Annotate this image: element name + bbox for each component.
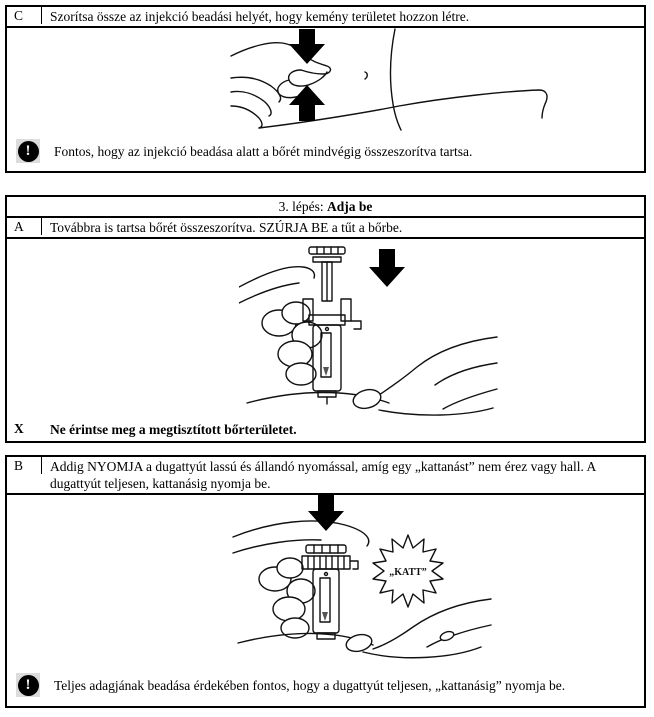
step-c-warning-row bbox=[7, 131, 644, 171]
step-b-illustration-row bbox=[7, 495, 644, 664]
step-3-title-row bbox=[7, 197, 644, 218]
click-sound-label: „KATT” bbox=[389, 567, 427, 578]
exclamation-icon: ! bbox=[18, 675, 39, 696]
step-c-illustration-row bbox=[7, 28, 644, 131]
step-x-row bbox=[7, 420, 644, 442]
exclamation-icon: ! bbox=[18, 141, 39, 162]
arrow-down-icon bbox=[369, 249, 405, 287]
step-3-table bbox=[5, 195, 646, 443]
syringe-insertion-illustration bbox=[239, 239, 499, 420]
step-b-warning-row bbox=[7, 664, 644, 706]
step-b-header-row bbox=[7, 457, 644, 495]
warning-icon bbox=[16, 673, 40, 697]
step-c-instruction: Szorítsa össze az injekció beadási helyét, hogy kemény területet hozzon létre. bbox=[50, 9, 470, 24]
step-c-warning-text: Fontos, hogy az injekció beadása alatt a bőrét mindvégig összeszorítva tartsa. bbox=[54, 143, 473, 159]
step-a-header-row bbox=[7, 218, 644, 239]
leaflet-page bbox=[5, 5, 646, 708]
step-b-label: B bbox=[7, 457, 42, 474]
arrow-down-icon bbox=[289, 29, 325, 64]
warning-icon bbox=[16, 139, 40, 163]
step-c-header-row bbox=[7, 7, 644, 28]
step-c-table bbox=[5, 5, 646, 173]
step-c-label: C bbox=[7, 7, 42, 24]
step-b-instruction: Addig NYOMJA a dugattyút lassú és állandó nyomással, amíg egy „kattanást” nem érez vagy hall. A dugattyút teljesen, kattanásig nyomja be. bbox=[50, 459, 596, 491]
step-b-table bbox=[5, 455, 646, 708]
step-3-title: Adja be bbox=[326, 199, 373, 214]
plunger-press-illustration bbox=[223, 495, 493, 664]
belly-pinch-illustration bbox=[229, 28, 559, 131]
step-a-illustration-row bbox=[7, 239, 644, 420]
step-3-title-prefix: 3. lépés: bbox=[278, 199, 327, 214]
step-x-instruction: Ne érintse meg a megtisztított bőrterületet. bbox=[50, 422, 297, 437]
arrow-up-icon bbox=[289, 85, 325, 121]
step-a-instruction: Továbbra is tartsa bőrét összeszorítva. SZÚRJA BE a tűt a bőrbe. bbox=[50, 220, 403, 235]
step-a-label: A bbox=[7, 218, 42, 235]
step-x-label: X bbox=[14, 421, 24, 436]
arrow-down-icon bbox=[308, 495, 344, 531]
step-b-warning-text: Teljes adagjának beadása érdekében fontos, hogy a dugattyút teljesen, „kattanásig” nyomja be. bbox=[54, 677, 566, 693]
